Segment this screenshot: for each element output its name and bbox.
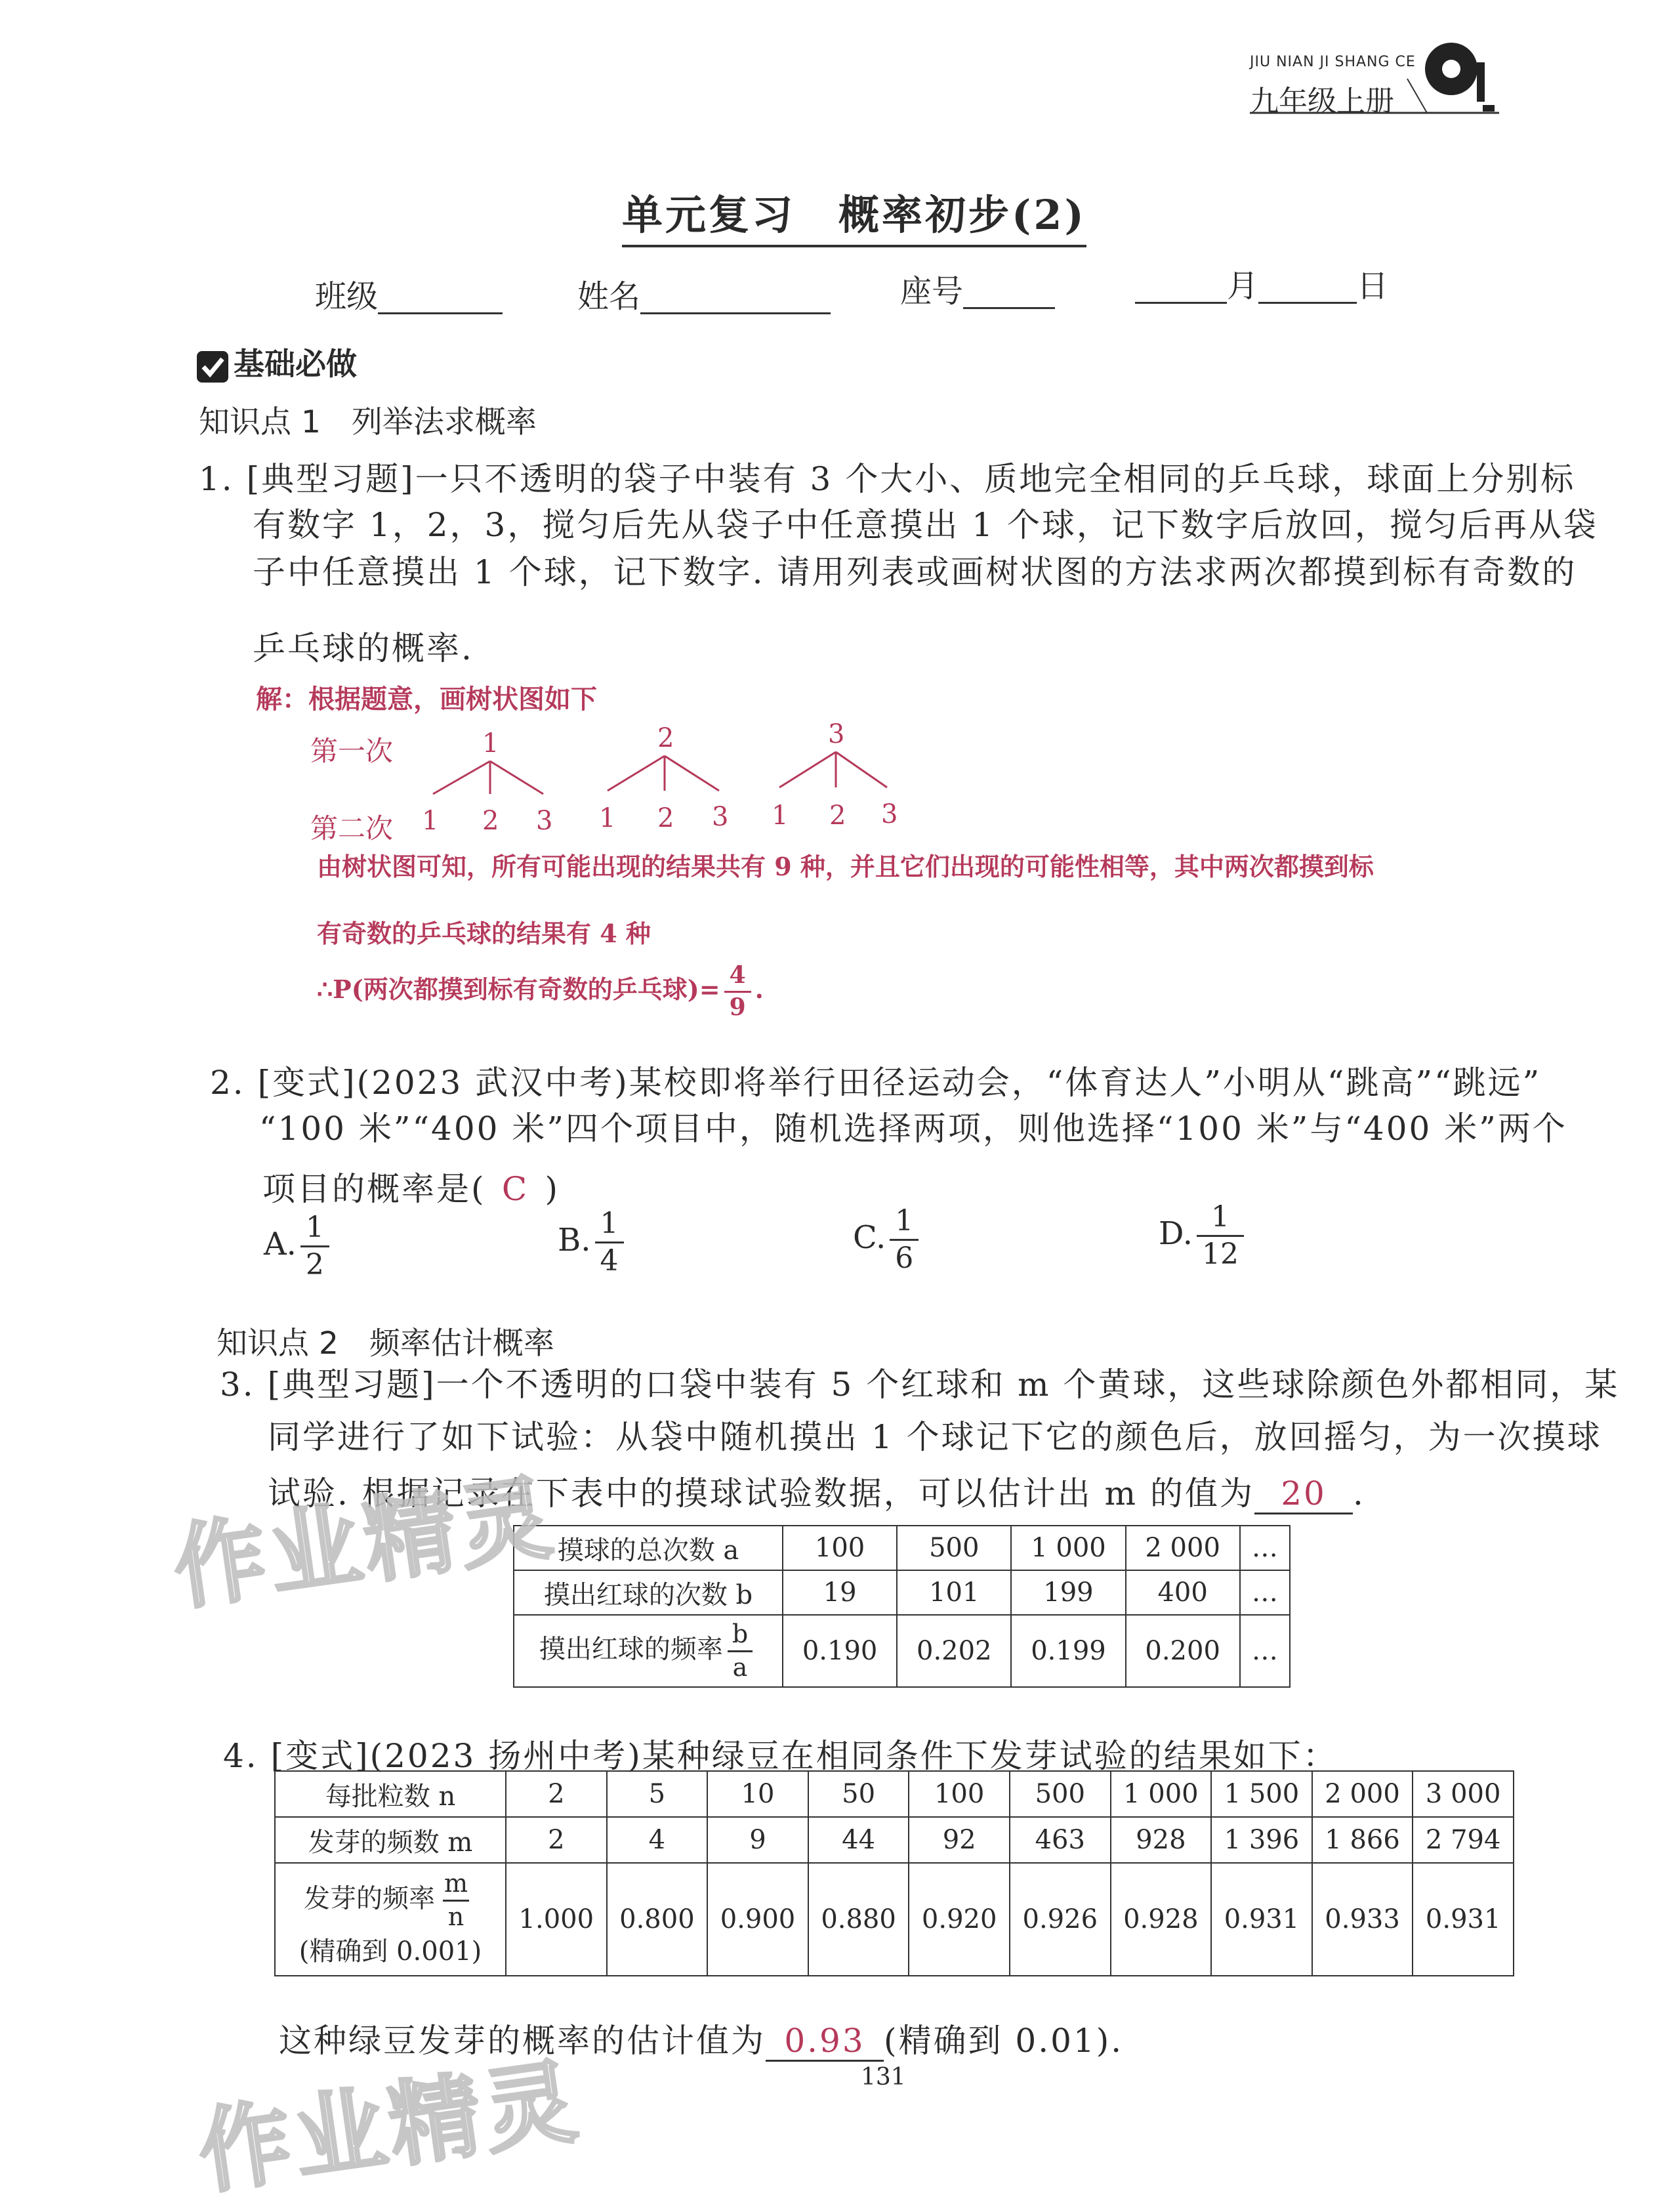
q4-cell: 500 xyxy=(1010,1771,1111,1817)
tree-first-1: 1 xyxy=(482,728,499,759)
q3-row3-num: b xyxy=(732,1619,749,1648)
header-grade: 九年级上册 xyxy=(1250,85,1394,118)
q3-row2-label: 摸出红球的次数 b xyxy=(514,1570,783,1615)
q4-answer-prefix: 这种绿豆发芽的概率的估计值为 xyxy=(279,2022,766,2060)
q4-table xyxy=(274,1770,1514,1976)
tree-second-3-3: 3 xyxy=(881,799,898,829)
q3-line-3-suffix: . xyxy=(1353,1474,1365,1513)
table-row xyxy=(514,1570,1290,1615)
q1-line-4: 乒乓球的概率. xyxy=(253,629,474,667)
q2-line-3-prefix: 项目的概率是( xyxy=(262,1170,486,1208)
q4-cell: 1 396 xyxy=(1211,1817,1312,1863)
table-row xyxy=(514,1526,1290,1570)
q4-cell: 9 xyxy=(707,1817,808,1863)
q2-line-3-suffix: ) xyxy=(545,1170,560,1208)
knowledge-point-2: 知识点 2 频率估计概率 xyxy=(217,1325,554,1362)
q3-row3-label-text: 摸出红球的频率 xyxy=(539,1634,723,1664)
q3-cell: 199 xyxy=(1011,1570,1125,1615)
q1-line-1: 1. [典型习题]一只不透明的袋子中装有 3 个大小、质地完全相同的乒乓球，球面上分别标 xyxy=(199,460,1576,498)
q4-line-1: 4. [变式](2023 扬州中考)某种绿豆在相同条件下发芽试验的结果如下： xyxy=(223,1737,1338,1775)
tree-second-2-1: 1 xyxy=(599,803,616,833)
q1-solution-line-1: 由树状图可知，所有可能出现的结果共有 9 种，并且它们出现的可能性相等，其中两次都摸到标 xyxy=(317,852,1374,881)
q2-line-2: “100 米”“400 米”四个项目中，随机选择两项，则他选择“100 米”与“400 米”两个 xyxy=(259,1110,1567,1148)
seat-label: 座号 xyxy=(900,273,964,310)
option-d-letter: D. xyxy=(1159,1215,1193,1253)
table-row xyxy=(275,1771,1514,1817)
q4-cell: 0.933 xyxy=(1312,1863,1413,1976)
q4-cell: 1 000 xyxy=(1111,1771,1212,1817)
name-label: 姓名 xyxy=(577,278,641,315)
q4-cell: 0.928 xyxy=(1111,1863,1212,1976)
q3-cell: 500 xyxy=(897,1526,1011,1570)
q3-cell: 0.190 xyxy=(783,1615,897,1687)
q1-solution-intro: 解：根据题意，画树状图如下 xyxy=(256,684,597,715)
tree-second-3-2: 2 xyxy=(829,801,846,831)
q1-conclusion-prefix: ∴P(两次都摸到标有奇数的乒乓球)= xyxy=(317,974,720,1004)
option-d-num: 1 xyxy=(1211,1200,1230,1234)
tree-second-1-2: 2 xyxy=(482,806,499,836)
q3-cell: 0.199 xyxy=(1011,1615,1125,1687)
q4-cell: 1.000 xyxy=(506,1863,607,1976)
page-number: 131 xyxy=(861,2064,906,2091)
q4-row2-label: 发芽的频数 m xyxy=(275,1817,506,1863)
watermark-2: 作业精灵 xyxy=(192,2048,587,2207)
q3-cell: 1 000 xyxy=(1011,1526,1125,1570)
q4-cell: 2 794 xyxy=(1413,1817,1514,1863)
month-label: 月 xyxy=(1227,268,1259,304)
q3-cell: … xyxy=(1240,1570,1290,1615)
q4-cell: 0.920 xyxy=(909,1863,1010,1976)
q3-answer: 20 xyxy=(1254,1474,1353,1514)
q2-option-c xyxy=(853,1206,922,1274)
tree-first-3: 3 xyxy=(828,719,845,749)
tree-branches xyxy=(0,0,1673,853)
q2-answer: C xyxy=(501,1170,529,1208)
option-a-letter: A. xyxy=(264,1226,297,1263)
q4-cell: 92 xyxy=(909,1817,1010,1863)
table-row xyxy=(275,1817,1514,1863)
q4-cell: 0.880 xyxy=(808,1863,909,1976)
q4-row3-den: n xyxy=(443,1900,469,1930)
option-b-letter: B. xyxy=(558,1222,591,1259)
tree-second-3-1: 1 xyxy=(772,801,789,831)
q1-conclusion-den: 9 xyxy=(724,991,751,1020)
q4-cell: 1 866 xyxy=(1312,1817,1413,1863)
q3-cell: 100 xyxy=(783,1526,897,1570)
q4-cell: 3 000 xyxy=(1413,1771,1514,1817)
class-label: 班级 xyxy=(315,278,379,315)
q4-cell: 928 xyxy=(1111,1817,1212,1863)
q4-cell: 2 000 xyxy=(1312,1771,1413,1817)
q3-cell: 0.202 xyxy=(897,1615,1011,1687)
q3-cell: 400 xyxy=(1126,1570,1240,1615)
table-row xyxy=(275,1863,1514,1976)
q3-row1-label: 摸球的总次数 a xyxy=(514,1526,783,1570)
option-c-den: 6 xyxy=(890,1239,919,1274)
q4-cell: 100 xyxy=(909,1771,1010,1817)
day-label: 日 xyxy=(1357,268,1389,304)
q4-cell: 0.926 xyxy=(1010,1863,1111,1976)
page-title: 单元复习 概率初步(2) xyxy=(622,182,1086,247)
q2-option-b xyxy=(558,1209,628,1276)
q1-conclusion-num: 4 xyxy=(729,961,746,989)
q4-row1-label: 每批粒数 n xyxy=(275,1771,506,1817)
q4-cell: 4 xyxy=(607,1817,708,1863)
q4-cell: 44 xyxy=(808,1817,909,1863)
q4-cell: 10 xyxy=(707,1771,808,1817)
q4-cell: 463 xyxy=(1010,1817,1111,1863)
option-b-den: 4 xyxy=(595,1242,624,1276)
q4-cell: 0.931 xyxy=(1211,1863,1312,1976)
tree-second-label: 第二次 xyxy=(310,812,394,845)
q3-row3-den: a xyxy=(728,1650,753,1681)
q4-cell: 1 500 xyxy=(1211,1771,1312,1817)
q3-cell: 19 xyxy=(783,1570,897,1615)
q1-line-3: 子中任意摸出 1 个球，记下数字. 请用列表或画树状图的方法求两次都摸到标有奇数的 xyxy=(253,553,1577,591)
tree-second-1-3: 3 xyxy=(536,806,553,836)
q2-line-1: 2. [变式](2023 武汉中考)某校即将举行田径运动会，“体育达人”小明从“跳高”“跳远” xyxy=(210,1064,1542,1102)
section-basic-label: 基础必做 xyxy=(234,346,357,383)
q3-line-1: 3. [典型习题]一个不透明的口袋中装有 5 个红球和 m 个黄球，这些球除颜色外都相同，某 xyxy=(220,1366,1620,1404)
option-a-den: 2 xyxy=(300,1245,329,1280)
q4-row3-label xyxy=(275,1863,506,1976)
tree-first-2: 2 xyxy=(657,723,674,753)
q2-option-a xyxy=(264,1213,333,1280)
q3-cell: 2 000 xyxy=(1126,1526,1240,1570)
q4-cell: 0.800 xyxy=(607,1863,708,1976)
q4-cell: 50 xyxy=(808,1771,909,1817)
q2-line-3 xyxy=(262,1163,560,1210)
header-pinyin: JIU NIAN JI SHANG CE xyxy=(1250,54,1416,70)
tree-first-label: 第一次 xyxy=(310,735,394,767)
q3-cell: 101 xyxy=(897,1570,1011,1615)
q4-answer: 0.93 xyxy=(766,2022,884,2062)
q4-row3-label-text: 发芽的频率 xyxy=(303,1883,435,1914)
q4-answer-suffix: (精确到 0.01). xyxy=(884,2022,1124,2060)
option-a-num: 1 xyxy=(305,1211,324,1244)
q1-solution-line-2: 有奇数的乒乓球的结果有 4 种 xyxy=(317,919,651,948)
tree-second-1-1: 1 xyxy=(422,806,439,836)
q1-conclusion xyxy=(317,963,764,1020)
q3-row3-label xyxy=(514,1615,783,1687)
knowledge-point-1: 知识点 1 列举法求概率 xyxy=(199,404,537,440)
watermark-1: 作业精灵 xyxy=(167,1464,562,1623)
tree-second-2-2: 2 xyxy=(657,803,674,833)
option-b-num: 1 xyxy=(600,1207,619,1240)
tree-second-2-3: 3 xyxy=(712,802,729,832)
q3-cell: … xyxy=(1240,1526,1290,1570)
q3-line-3-prefix: 试验. 根据记录在下表中的摸球试验数据，可以估计出 m 的值为 xyxy=(268,1474,1254,1513)
table-row xyxy=(514,1615,1290,1687)
option-d-den: 12 xyxy=(1197,1235,1244,1270)
q3-cell: 0.200 xyxy=(1126,1615,1240,1687)
q4-cell: 2 xyxy=(506,1771,607,1817)
q2-option-d xyxy=(1159,1202,1248,1270)
q3-cell: … xyxy=(1240,1615,1290,1687)
q1-line-2: 有数字 1，2，3，搅匀后先从袋子中任意摸出 1 个球，记下数字后放回，搅匀后再从袋 xyxy=(253,506,1598,544)
q4-cell: 2 xyxy=(506,1817,607,1863)
q3-table xyxy=(513,1525,1291,1688)
q4-row3-note: (精确到 0.001) xyxy=(299,1936,482,1967)
q4-cell: 5 xyxy=(607,1771,708,1817)
q4-cell: 0.900 xyxy=(707,1863,808,1976)
option-c-letter: C. xyxy=(853,1219,886,1257)
q3-line-2: 同学进行了如下试验：从袋中随机摸出 1 个球记下它的颜色后，放回摇匀，为一次摸球 xyxy=(268,1418,1602,1456)
q4-row3-num: m xyxy=(444,1869,468,1898)
q1-conclusion-suffix: . xyxy=(754,974,764,1004)
option-c-num: 1 xyxy=(895,1204,914,1238)
q4-cell: 0.931 xyxy=(1413,1863,1514,1976)
